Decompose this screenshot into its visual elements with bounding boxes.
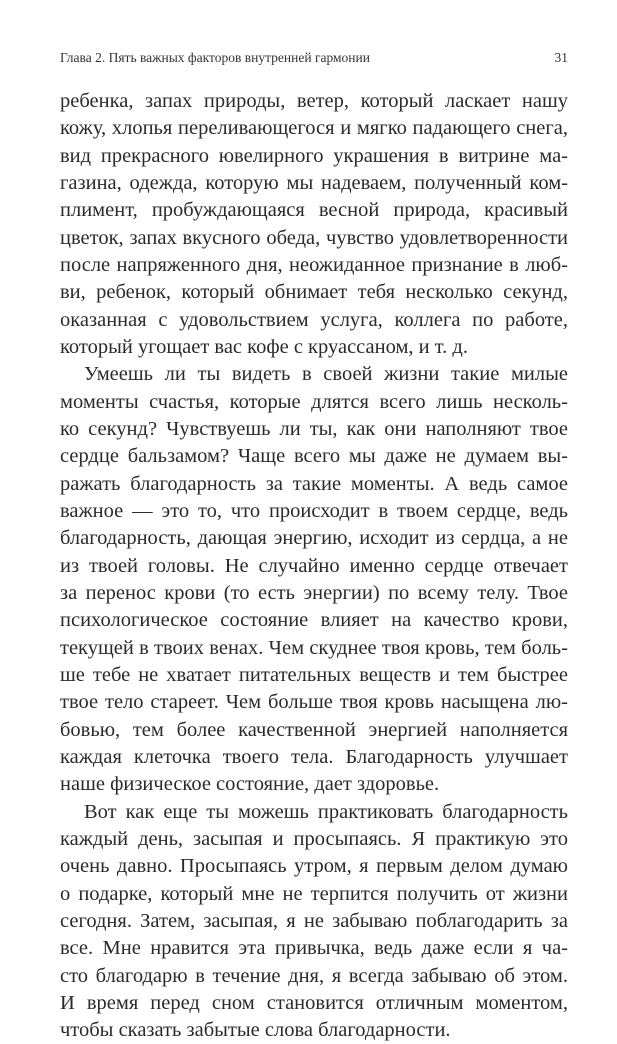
text-line: за перенос крови (то есть энергии) по всему телу. Твое bbox=[60, 581, 568, 604]
paragraph bbox=[60, 799, 568, 1044]
text-line: оказанная с удовольствием услуга, коллега по работе, bbox=[60, 308, 568, 331]
paragraph bbox=[60, 361, 568, 798]
text-line: сто благодарю в течение дня, я всегда забываю об этом. bbox=[60, 964, 568, 987]
text-line: вид прекрасного ювелирного украшения в витрине ма- bbox=[60, 144, 568, 167]
text-line: ражать благодарность за такие моменты. А ведь самое bbox=[60, 472, 568, 495]
text-line: Вот как еще ты можешь практиковать благодарность bbox=[84, 800, 568, 823]
text-line: сердце бальзамом? Чаще всего мы даже не думаем вы- bbox=[60, 445, 568, 468]
text-line: моменты счастья, которые длятся всего лишь несколь- bbox=[60, 390, 568, 413]
text-line: ви, ребенок, который обнимает тебя несколько секунд, bbox=[60, 281, 568, 304]
text-line: ребенка, запах природы, ветер, который ласкает нашу bbox=[60, 90, 568, 112]
text-line: из твоей головы. Не случайно именно сердце отвечает bbox=[60, 554, 568, 577]
text-line: наше физическое состояние, дает здоровье. bbox=[60, 773, 440, 796]
text-line: все. Мне нравится эта привычка, ведь даже если я ча- bbox=[60, 937, 568, 960]
text-line: И время перед сном становится отличным моментом, bbox=[60, 991, 568, 1014]
text-line: о подарке, который мне не терпится получить от жизни bbox=[60, 882, 568, 905]
text-line: плимент, пробуждающаяся весной природа, красивый bbox=[60, 199, 568, 222]
text-line: очень давно. Просыпаясь утром, я первым делом думаю bbox=[60, 855, 568, 878]
text-line: сегодня. Затем, засыпая, я не забываю поблагодарить за bbox=[60, 909, 568, 932]
text-line: каждая клеточка твоего тела. Благодарность улучшает bbox=[60, 745, 568, 768]
text-line: который угощает вас кофе с круассаном, и т. д. bbox=[60, 335, 468, 358]
text-line: психологическое состояние влияет на качество крови, bbox=[60, 609, 568, 632]
text-line: твое тело стареет. Чем больше твоя кровь насыщена лю- bbox=[60, 691, 568, 714]
text-line: газина, одежда, которую мы надеваем, полученный ком- bbox=[60, 171, 568, 194]
text-line: ше тебе не хватает питательных веществ и тем быстрее bbox=[60, 663, 568, 686]
text-line: ко секунд? Чувствуешь ли ты, как они наполняют твое bbox=[60, 417, 568, 440]
page-number: 31 bbox=[554, 50, 568, 65]
running-header bbox=[60, 50, 568, 70]
text-line: чтобы сказать забытые слова благодарности. bbox=[60, 1019, 451, 1042]
text-line: благодарность, дающая энергию, исходит из сердца, а не bbox=[60, 527, 568, 550]
text-line: кожу, хлопья переливающегося и мягко падающего снега, bbox=[60, 117, 568, 140]
text-line: важное — это то, что происходит в твоем сердце, ведь bbox=[60, 499, 568, 522]
text-line: Умеешь ли ты видеть в своей жизни такие милые bbox=[84, 363, 568, 386]
text-line: цветок, запах вкусного обеда, чувство удовлетворенности bbox=[60, 226, 568, 249]
text-line: бовью, тем более качественной энергией наполняется bbox=[60, 718, 568, 741]
text-line: текущей в твоих венах. Чем скуднее твоя кровь, тем боль- bbox=[60, 636, 568, 659]
paragraph bbox=[60, 88, 568, 361]
text-line: каждый день, засыпая и просыпаясь. Я практикую это bbox=[60, 827, 568, 850]
running-title: Глава 2. Пять важных факторов внутренней гармонии bbox=[60, 50, 370, 65]
text-line: после напряженного дня, неожиданное признание в люб- bbox=[60, 253, 568, 276]
page-body bbox=[60, 88, 568, 1044]
